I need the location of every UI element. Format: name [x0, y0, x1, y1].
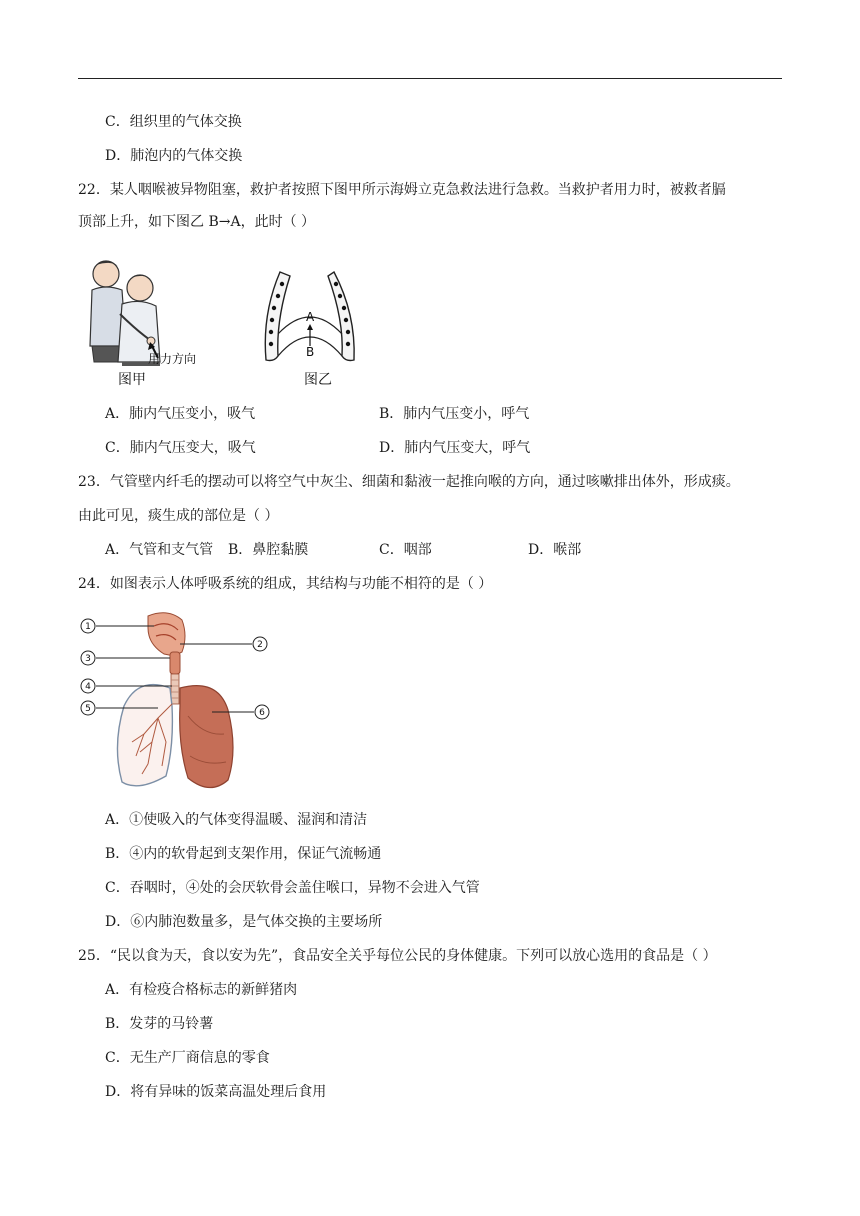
q22-option-d: D．肺内气压变大，呼气 — [379, 440, 531, 456]
q24-stem: 24．如图表示人体呼吸系统的组成，其结构与功能不相符的是（ ） — [78, 576, 493, 592]
q23-stem-line1: 23．气管壁内纤毛的摆动可以将空气中灰尘、细菌和黏液一起推向喉的方向，通过咳嗽排出体外，形成痰。 — [78, 474, 740, 490]
svg-text:1: 1 — [85, 622, 91, 632]
q25-option-a: A．有检疫合格标志的新鲜猪肉 — [105, 982, 298, 998]
q23-stem-line2: 由此可见，痰生成的部位是（ ） — [78, 508, 279, 524]
q22-option-b: B．肺内气压变小，呼气 — [379, 406, 530, 422]
q23-option-b: B．鼻腔黏膜 — [228, 542, 309, 558]
q23-option-d: D．喉部 — [528, 542, 582, 558]
svg-text:3: 3 — [85, 654, 91, 664]
q22-fig-jia-label: 图甲 — [118, 372, 146, 388]
q25-option-d: D．将有异味的饭菜高温处理后食用 — [105, 1084, 327, 1100]
q24-option-c: C．吞咽时，④处的会厌软骨会盖住喉口，异物不会进入气管 — [105, 880, 480, 896]
svg-text:5: 5 — [85, 704, 91, 714]
q22-figure-yi — [262, 264, 362, 390]
q25-option-b: B．发芽的马铃薯 — [105, 1016, 214, 1032]
svg-text:4: 4 — [85, 682, 91, 692]
svg-text:6: 6 — [259, 708, 265, 718]
q22-figure-jia — [84, 254, 214, 390]
q22-fig-yi-label: 图乙 — [304, 372, 332, 388]
q22-fig-jia-arrow-label: 用力方向 — [148, 352, 197, 366]
q22-option-c: C．肺内气压变大，吸气 — [105, 440, 256, 456]
svg-text:2: 2 — [257, 640, 263, 650]
prev-option-d: D．肺泡内的气体交换 — [105, 148, 243, 164]
q22-stem-line1: 22．某人咽喉被异物阻塞，救护者按照下图甲所示海姆立克急救法进行急救。当救护者用力时，被救者膈 — [78, 182, 726, 198]
q24-option-b: B．④内的软骨起到支架作用，保证气流畅通 — [105, 846, 382, 862]
q22-option-a: A．肺内气压变小，吸气 — [105, 406, 256, 422]
prev-option-c: C．组织里的气体交换 — [105, 114, 242, 130]
q23-option-a: A．气管和支气管 — [105, 542, 214, 558]
q25-stem: 25．“民以食为天，食以安为先”，食品安全关乎每位公民的身体健康。下列可以放心选用的食品是（ ） — [78, 948, 717, 964]
q24-respiratory-figure — [78, 606, 278, 800]
q22-fig-yi-point-b: B — [306, 345, 315, 359]
q24-option-a: A．①使吸入的气体变得温暖、湿润和清洁 — [105, 812, 368, 828]
q22-fig-yi-point-a: A — [306, 310, 315, 324]
q22-stem-line2: 顶部上升，如下图乙 B→A，此时（ ） — [78, 214, 316, 230]
q24-option-d: D．⑥内肺泡数量多，是气体交换的主要场所 — [105, 914, 383, 930]
q25-option-c: C．无生产厂商信息的零食 — [105, 1050, 270, 1066]
q23-option-c: C．咽部 — [379, 542, 432, 558]
header-rule — [78, 78, 782, 79]
